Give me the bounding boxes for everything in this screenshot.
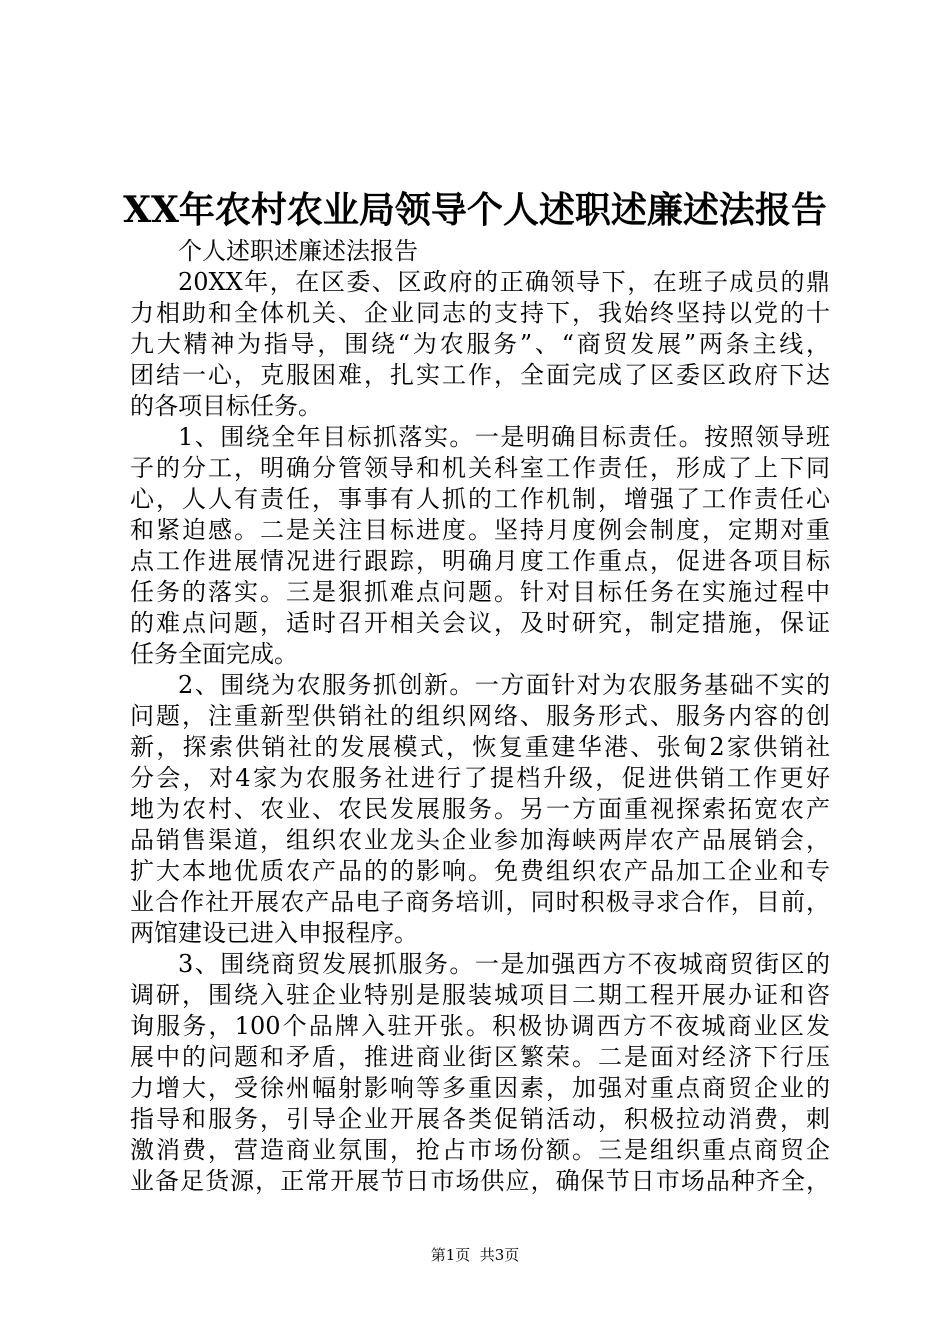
text-line: 新，探索供销社的发展模式，恢复重建华港、张甸2家供销社 [130, 733, 830, 761]
text-line: 团结一心，克服困难，扎实工作，全面完成了区委区政府下达 [130, 361, 830, 389]
document-title: XX年农村农业局领导个人述职述廉述法报告 [123, 189, 827, 231]
text-line: 业合作社开展农产品电子商务培训，同时积极寻求合作，目前， [130, 888, 830, 916]
text-line-subtitle: 个人述职述廉述法报告 [178, 237, 418, 265]
text-line: 调研，围绕入驻企业特别是服装城项目二期工程开展办证和咨 [130, 981, 830, 1009]
text-line: 3、围绕商贸发展抓服务。一是加强西方不夜城商贸街区的 [178, 950, 830, 978]
text-line: 指导和服务，引导企业开展各类促销活动，积极拉动消费，刺 [130, 1105, 830, 1133]
page-number-footer: 第1页 共3页 [430, 1246, 520, 1264]
text-line: 九大精神为指导，围绕“为农服务”、“商贸发展”两条主线， [130, 330, 830, 358]
text-line: 询服务，100个品牌入驻开张。积极协调西方不夜城商业区发 [130, 1012, 830, 1040]
text-line: 任务全面完成。 [130, 640, 298, 668]
text-line: 激消费，营造商业氛围，抢占市场份额。三是组织重点商贸企 [130, 1136, 830, 1164]
document-body [130, 236, 830, 1197]
text-line: 和紧迫感。二是关注目标进度。坚持月度例会制度，定期对重 [130, 516, 830, 544]
text-line: 地为农村、农业、农民发展服务。另一方面重视探索拓宽农产 [130, 795, 830, 823]
text-line: 20XX年，在区委、区政府的正确领导下，在班子成员的鼎 [178, 268, 830, 296]
text-line: 展中的问题和矛盾，推进商业街区繁荣。二是面对经济下行压 [130, 1043, 830, 1071]
text-line: 业备足货源，正常开展节日市场供应，确保节日市场品种齐全， [130, 1167, 830, 1195]
text-line: 点工作进展情况进行跟踪，明确月度工作重点，促进各项目标 [130, 547, 830, 575]
text-line: 问题，注重新型供销社的组织网络、服务形式、服务内容的创 [130, 702, 830, 730]
text-line: 子的分工，明确分管领导和机关科室工作责任，形成了上下同 [130, 454, 830, 482]
text-line: 扩大本地优质农产品的的影响。免费组织农产品加工企业和专 [130, 857, 830, 885]
text-line: 1、围绕全年目标抓落实。一是明确目标责任。按照领导班 [178, 423, 830, 451]
text-line: 分会，对4家为农服务社进行了提档升级，促进供销工作更好 [130, 764, 830, 792]
text-line: 的各项目标任务。 [130, 392, 322, 420]
text-line: 两馆建设已进入申报程序。 [130, 919, 418, 947]
text-line: 2、围绕为农服务抓创新。一方面针对为农服务基础不实的 [178, 671, 830, 699]
text-line: 心，人人有责任，事事有人抓的工作机制，增强了工作责任心 [130, 485, 830, 513]
text-line: 任务的落实。三是狠抓难点问题。针对目标任务在实施过程中 [130, 578, 830, 606]
text-line: 力增大，受徐州幅射影响等多重因素，加强对重点商贸企业的 [130, 1074, 830, 1102]
text-line: 的难点问题，适时召开相关会议，及时研究，制定措施，保证 [130, 609, 830, 637]
text-line: 品销售渠道，组织农业龙头企业参加海峡两岸农产品展销会， [130, 826, 830, 854]
text-line: 力相助和全体机关、企业同志的支持下，我始终坚持以党的十 [130, 299, 830, 327]
